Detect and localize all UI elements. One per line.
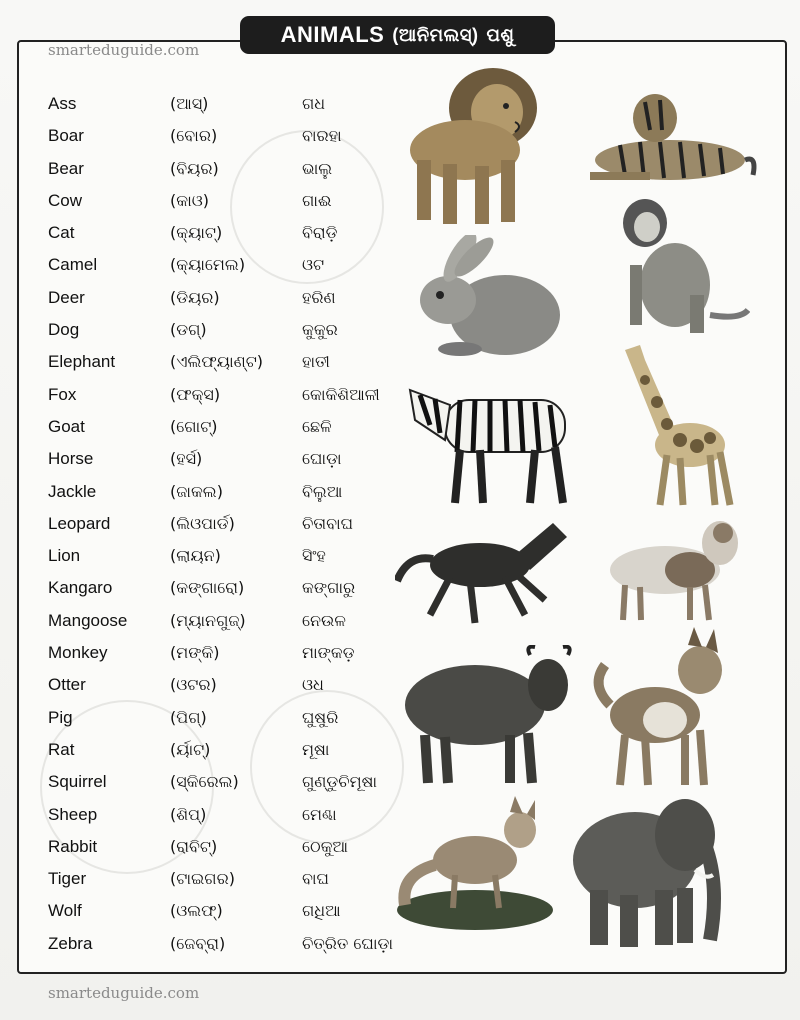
- animal-english-name: Sheep: [48, 804, 98, 824]
- animal-pronunciation: (ଲାୟନ): [170, 546, 221, 566]
- animal-odia-name: ମୂଷା: [302, 739, 330, 759]
- animal-row: [48, 120, 408, 152]
- animal-odia-name: କୋକିଶିଆଳୀ: [302, 384, 380, 404]
- animal-english-name: Cat: [48, 223, 75, 243]
- animal-odia-name: ଓଟ: [302, 255, 325, 275]
- title-english: ANIMALS: [280, 22, 385, 47]
- animal-odia-name: ଗୁଣ୍ଡୁଚିମୂଷା: [302, 772, 378, 792]
- title-odia: ପଶୁ: [486, 24, 515, 45]
- animal-word-list: [48, 88, 408, 960]
- animal-row: [48, 379, 408, 411]
- lion-illustration: [405, 60, 555, 232]
- animal-row: [48, 411, 408, 443]
- animal-pronunciation: (ଶିପ୍): [170, 804, 207, 824]
- animal-pronunciation: (ଜାକଲ): [170, 481, 223, 501]
- animal-pronunciation: (ଗୋଟ୍): [170, 416, 218, 436]
- animal-odia-name: ହରିଣ: [302, 287, 336, 307]
- animal-odia-name: ମେଣ୍ଢା: [302, 804, 337, 824]
- animal-pronunciation: (ଡଗ୍): [170, 320, 207, 340]
- animal-english-name: Mangoose: [48, 610, 128, 630]
- animal-row: [48, 346, 408, 378]
- animal-odia-name: ଚିତାବାଘ: [302, 513, 354, 533]
- animal-pronunciation: (ସ୍କିରେଲ): [170, 772, 239, 792]
- animal-pronunciation: (ପିଗ୍): [170, 707, 207, 727]
- animal-odia-name: ବାରହା: [302, 126, 342, 146]
- animal-pronunciation: (ଓଲଫ୍): [170, 901, 223, 921]
- animal-row: [48, 443, 408, 475]
- animal-odia-name: ଗଧ: [302, 94, 326, 113]
- animal-odia-name: ଭାଲୁ: [302, 158, 333, 178]
- animal-pronunciation: (ଏଲିଫ୍ୟାଣ୍ଟ): [170, 352, 264, 372]
- animal-odia-name: ବାଘ: [302, 869, 329, 889]
- animal-english-name: Rat: [48, 739, 75, 759]
- animal-pronunciation: (ଲିଓପାର୍ଡ): [170, 513, 235, 533]
- animal-english-name: Zebra: [48, 933, 93, 953]
- page-title: [240, 16, 555, 54]
- animal-english-name: Camel: [48, 255, 98, 275]
- animal-pronunciation: (କାଓ): [170, 190, 209, 210]
- animal-odia-name: ବିରାଡ଼ି: [302, 223, 338, 243]
- animal-odia-name: ଗାଈ: [302, 190, 332, 210]
- animal-english-name: Horse: [48, 449, 94, 469]
- animal-english-name: Fox: [48, 384, 77, 404]
- animal-pronunciation: (ମଙ୍କି): [170, 643, 220, 663]
- animal-pronunciation: (ଟାଇଗର): [170, 869, 235, 889]
- animal-odia-name: ମାଙ୍କଡ଼: [302, 643, 355, 663]
- animal-odia-name: ଚିତ୍ରିତ ଘୋଡ଼ା: [302, 933, 393, 953]
- animal-row: [48, 185, 408, 217]
- animal-english-name: Monkey: [48, 643, 108, 663]
- animal-odia-name: ଘୋଡ଼ା: [302, 449, 342, 469]
- animal-row: [48, 249, 408, 281]
- animal-odia-name: କଙ୍ଗାରୁ: [302, 578, 356, 598]
- rabbit-illustration: [410, 235, 565, 360]
- animal-row: [48, 928, 408, 960]
- animal-english-name: Lion: [48, 546, 81, 566]
- animal-english-name: Squirrel: [48, 772, 107, 792]
- animal-illustrations: [395, 60, 775, 960]
- watermark-top: smarteduguide.com: [48, 41, 200, 59]
- animal-row: [48, 605, 408, 637]
- animal-odia-name: ହାତୀ: [302, 352, 330, 372]
- animal-pronunciation: (ଆସ୍): [170, 94, 209, 113]
- animal-row: [48, 476, 408, 508]
- animal-pronunciation: (କ୍ୟାମେଲ): [170, 255, 246, 275]
- dog-illustration: [590, 625, 730, 790]
- animal-pronunciation: (ଫକ୍ସ): [170, 384, 221, 404]
- animal-row: [48, 572, 408, 604]
- animal-row: [48, 88, 408, 120]
- animal-odia-name: ଠେକୁଆ: [302, 836, 349, 856]
- animal-english-name: Dog: [48, 320, 80, 340]
- animal-odia-name: ନେଉଳ: [302, 610, 346, 630]
- horse-illustration: [395, 515, 575, 627]
- watermark-bottom: smarteduguide.com: [48, 984, 200, 1002]
- animal-pronunciation: (ହର୍ସ): [170, 449, 203, 469]
- animal-row: [48, 863, 408, 895]
- animal-pronunciation: (ଓଟର): [170, 675, 217, 695]
- animal-row: [48, 637, 408, 669]
- animal-english-name: Goat: [48, 416, 85, 436]
- fox-illustration: [395, 790, 555, 930]
- tiger-illustration: [560, 90, 760, 190]
- goat-illustration: [595, 515, 745, 625]
- animal-row: [48, 831, 408, 863]
- animal-pronunciation: (ଡିୟର): [170, 287, 220, 307]
- animal-odia-name: ଗଧିଆ: [302, 901, 341, 921]
- animal-pronunciation: (ର୍ୟାଟ୍): [170, 739, 211, 759]
- animal-english-name: Cow: [48, 190, 83, 210]
- animal-pronunciation: (ଜେବ୍ରା): [170, 933, 226, 953]
- animal-pronunciation: (ବିୟର): [170, 158, 219, 178]
- animal-english-name: Tiger: [48, 869, 87, 889]
- animal-row: [48, 799, 408, 831]
- animal-english-name: Jackle: [48, 481, 97, 501]
- animal-row: [48, 508, 408, 540]
- animal-english-name: Kangaro: [48, 578, 113, 598]
- animal-odia-name: ଓଧ: [302, 675, 324, 695]
- monkey-illustration: [610, 195, 750, 340]
- zebra-illustration: [405, 365, 580, 510]
- animal-row: [48, 153, 408, 185]
- animal-english-name: Wolf: [48, 901, 82, 921]
- animal-odia-name: ଘୁଷୁରି: [302, 707, 339, 727]
- animal-english-name: Leopard: [48, 513, 111, 533]
- animal-english-name: Deer: [48, 287, 85, 307]
- animal-pronunciation: (ରାବିଟ୍): [170, 836, 218, 856]
- title-pronunciation: (ଆନିମଲସ୍): [392, 24, 479, 45]
- animal-english-name: Pig: [48, 707, 73, 727]
- animal-english-name: Rabbit: [48, 836, 98, 856]
- animal-row: [48, 734, 408, 766]
- giraffe-illustration: [605, 340, 745, 510]
- animal-row: [48, 669, 408, 701]
- animal-pronunciation: (ବୋର): [170, 126, 218, 146]
- animal-row: [48, 282, 408, 314]
- animal-pronunciation: (ମ୍ୟାନଗୁଜ୍): [170, 610, 246, 630]
- animal-row: [48, 217, 408, 249]
- animal-odia-name: ଛେଳି: [302, 416, 332, 436]
- animal-row: [48, 540, 408, 572]
- animal-english-name: Otter: [48, 675, 86, 695]
- animal-row: [48, 766, 408, 798]
- animal-row: [48, 314, 408, 346]
- animal-pronunciation: (କଙ୍ଗାରୋ): [170, 578, 245, 598]
- animal-english-name: Bear: [48, 158, 84, 178]
- animal-english-name: Boar: [48, 126, 84, 146]
- elephant-illustration: [565, 790, 730, 950]
- animal-row: [48, 702, 408, 734]
- animal-row: [48, 895, 408, 927]
- animal-odia-name: ସିଂହ: [302, 546, 326, 566]
- bull-illustration: [400, 645, 575, 790]
- animal-english-name: Elephant: [48, 352, 116, 372]
- animal-odia-name: କୁକୁର: [302, 320, 338, 340]
- animal-english-name: Ass: [48, 94, 77, 113]
- animal-odia-name: ବିଲୁଆ: [302, 481, 343, 501]
- animal-pronunciation: (କ୍ୟାଟ୍): [170, 223, 223, 243]
